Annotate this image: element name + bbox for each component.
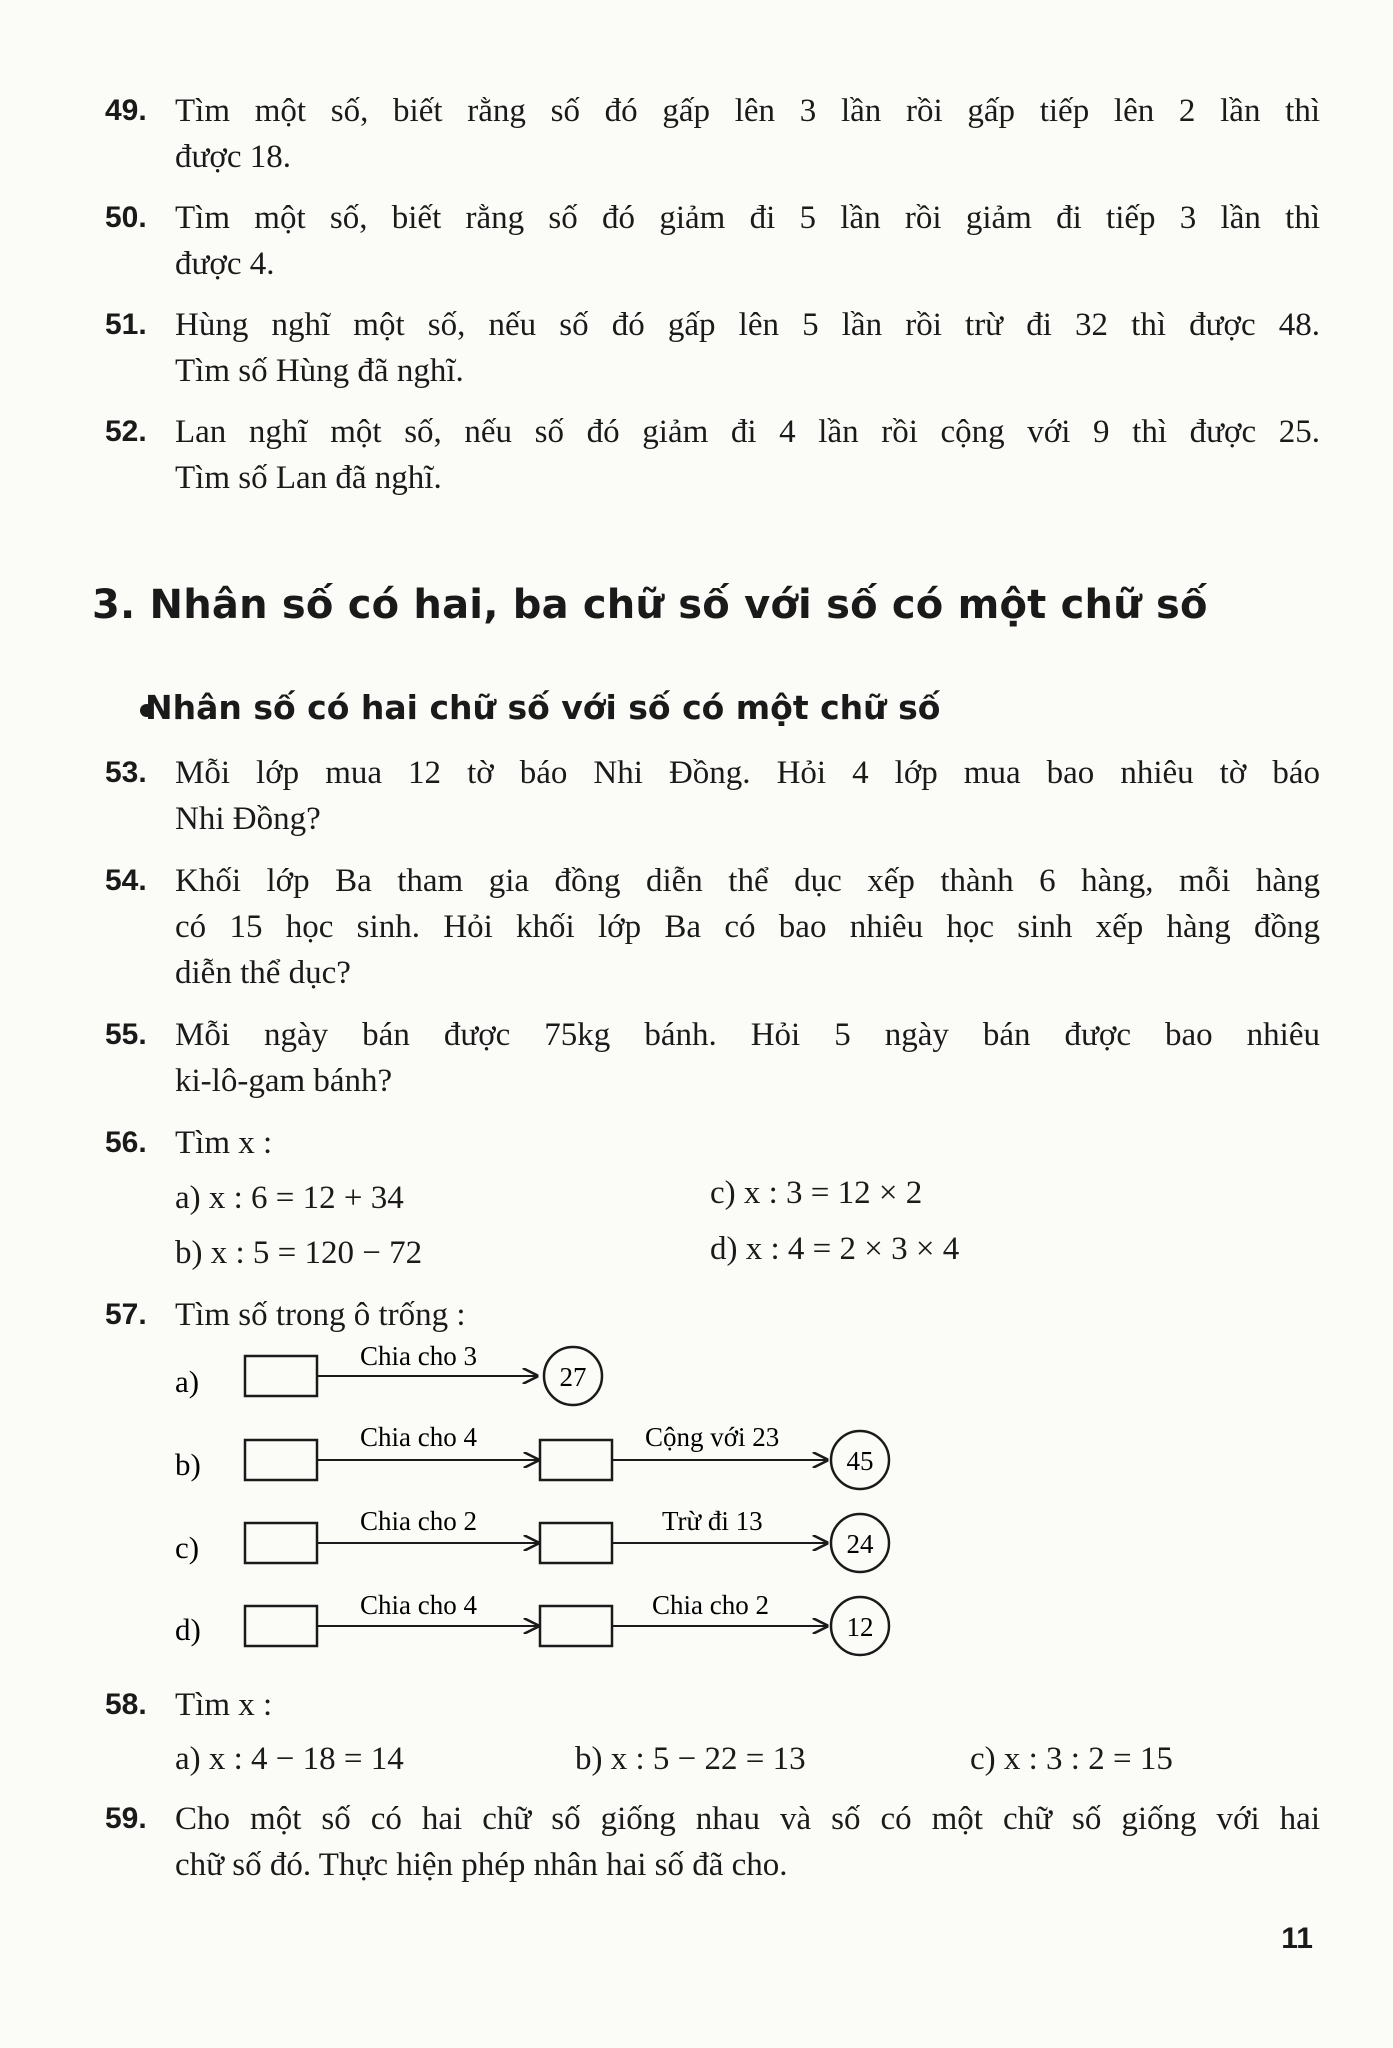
problem-53 <box>105 750 1320 842</box>
problem-49 <box>105 88 1320 180</box>
problem-54 <box>105 858 1320 996</box>
problem-text-line: được 4. <box>175 246 275 282</box>
problem-text-line: diễn thể dục? <box>175 955 351 991</box>
blank-box[interactable] <box>540 1440 612 1480</box>
result-value: 45 <box>846 1446 874 1476</box>
problem-text-line: Cho một số có hai chữ số giống nhau và số có một chữ số giống với hai <box>175 1801 1320 1837</box>
blank-box[interactable] <box>245 1606 317 1646</box>
row-label: c) <box>175 1530 200 1565</box>
problem-59 <box>105 1796 1320 1888</box>
blank-box[interactable] <box>540 1523 612 1563</box>
equation-58b: b) x : 5 − 22 = 13 <box>575 1741 806 1777</box>
problem-text-line: Tìm số Hùng đã nghĩ. <box>175 353 464 389</box>
problem-56 <box>105 1120 1320 1166</box>
row-label: b) <box>175 1447 201 1482</box>
operation-label: Chia cho 3 <box>360 1341 477 1371</box>
subsection-title: Nhân số có hai chữ số với số có một chữ số <box>145 688 941 727</box>
problem-text-line: ki-lô-gam bánh? <box>175 1063 393 1099</box>
flow-row-d <box>175 1590 889 1655</box>
blank-box[interactable] <box>245 1440 317 1480</box>
problem-58 <box>105 1682 1320 1728</box>
blank-box[interactable] <box>245 1523 317 1563</box>
equation-56b: b) x : 5 = 120 − 72 <box>175 1235 423 1271</box>
blank-box[interactable] <box>540 1606 612 1646</box>
problem-text-line: Tìm một số, biết rằng số đó gấp lên 3 lần rồi gấp tiếp lên 2 lần thì <box>175 93 1320 129</box>
problem-number: 53. <box>105 756 147 789</box>
result-value: 27 <box>559 1362 587 1392</box>
page-number: 11 <box>1281 1922 1313 1955</box>
problem-title: Tìm số trong ô trống : <box>175 1297 466 1333</box>
problem-number: 52. <box>105 415 147 448</box>
problem-text-line: Lan nghĩ một số, nếu số đó giảm đi 4 lần rồi cộng với 9 thì được 25. <box>175 414 1320 450</box>
problem-text-line: Nhi Đồng? <box>175 801 321 837</box>
operation-label: Cộng với 23 <box>645 1422 780 1452</box>
problem-text-line: Hùng nghĩ một số, nếu số đó gấp lên 5 lần rồi trừ đi 32 thì được 48. <box>175 307 1320 343</box>
blank-box[interactable] <box>245 1356 317 1396</box>
problem-number: 51. <box>105 308 147 341</box>
section-title: 3. Nhân số có hai, ba chữ số với số có một chữ số <box>92 582 1208 628</box>
row-label: a) <box>175 1364 200 1399</box>
flow-row-b <box>175 1422 889 1489</box>
operation-label: Chia cho 2 <box>360 1506 477 1536</box>
flow-row-c <box>175 1506 889 1572</box>
problem-51 <box>105 302 1320 394</box>
equation-56a: a) x : 6 = 12 + 34 <box>175 1180 404 1216</box>
problem-title: Tìm x : <box>175 1125 273 1161</box>
problem-50 <box>105 195 1320 287</box>
row-label: d) <box>175 1612 201 1647</box>
problem-text-line: Mỗi lớp mua 12 tờ báo Nhi Đồng. Hỏi 4 lớp mua bao nhiêu tờ báo <box>175 755 1320 791</box>
problem-text-line: chữ số đó. Thực hiện phép nhân hai số đã cho. <box>175 1847 788 1883</box>
problem-title: Tìm x : <box>175 1687 273 1723</box>
problem-52 <box>105 409 1320 501</box>
problem-text-line: Tìm một số, biết rằng số đó giảm đi 5 lần rồi giảm đi tiếp 3 lần thì <box>175 200 1320 236</box>
operation-label: Chia cho 2 <box>652 1590 769 1620</box>
flow-diagram <box>0 1330 1393 1670</box>
equation-58a: a) x : 4 − 18 = 14 <box>175 1741 404 1777</box>
result-value: 24 <box>846 1529 874 1559</box>
problem-text-line: Khối lớp Ba tham gia đồng diễn thể dục xếp thành 6 hàng, mỗi hàng <box>175 863 1320 899</box>
operation-label: Chia cho 4 <box>360 1590 477 1620</box>
problem-text-line: có 15 học sinh. Hỏi khối lớp Ba có bao nhiêu học sinh xếp hàng đồng <box>175 909 1320 945</box>
problem-number: 56. <box>105 1126 147 1159</box>
equation-56c: c) x : 3 = 12 × 2 <box>710 1175 923 1211</box>
problem-text-line: Mỗi ngày bán được 75kg bánh. Hỏi 5 ngày bán được bao nhiêu <box>175 1017 1320 1053</box>
operation-label: Chia cho 4 <box>360 1422 477 1452</box>
problem-text-line: Tìm số Lan đã nghĩ. <box>175 460 442 496</box>
problem-number: 58. <box>105 1688 147 1721</box>
problem-number: 50. <box>105 201 147 234</box>
problem-number: 54. <box>105 864 147 897</box>
operation-label: Trừ đi 13 <box>662 1506 763 1536</box>
equation-56d: d) x : 4 = 2 × 3 × 4 <box>710 1231 960 1267</box>
flow-row-a <box>175 1341 602 1405</box>
problem-55 <box>105 1012 1320 1104</box>
equation-58c: c) x : 3 : 2 = 15 <box>970 1741 1173 1777</box>
problem-number: 59. <box>105 1802 147 1835</box>
problem-text-line: được 18. <box>175 139 291 175</box>
problem-number: 49. <box>105 94 147 127</box>
problem-number: 55. <box>105 1018 147 1051</box>
result-value: 12 <box>846 1612 874 1642</box>
problem-number: 57. <box>105 1298 147 1331</box>
